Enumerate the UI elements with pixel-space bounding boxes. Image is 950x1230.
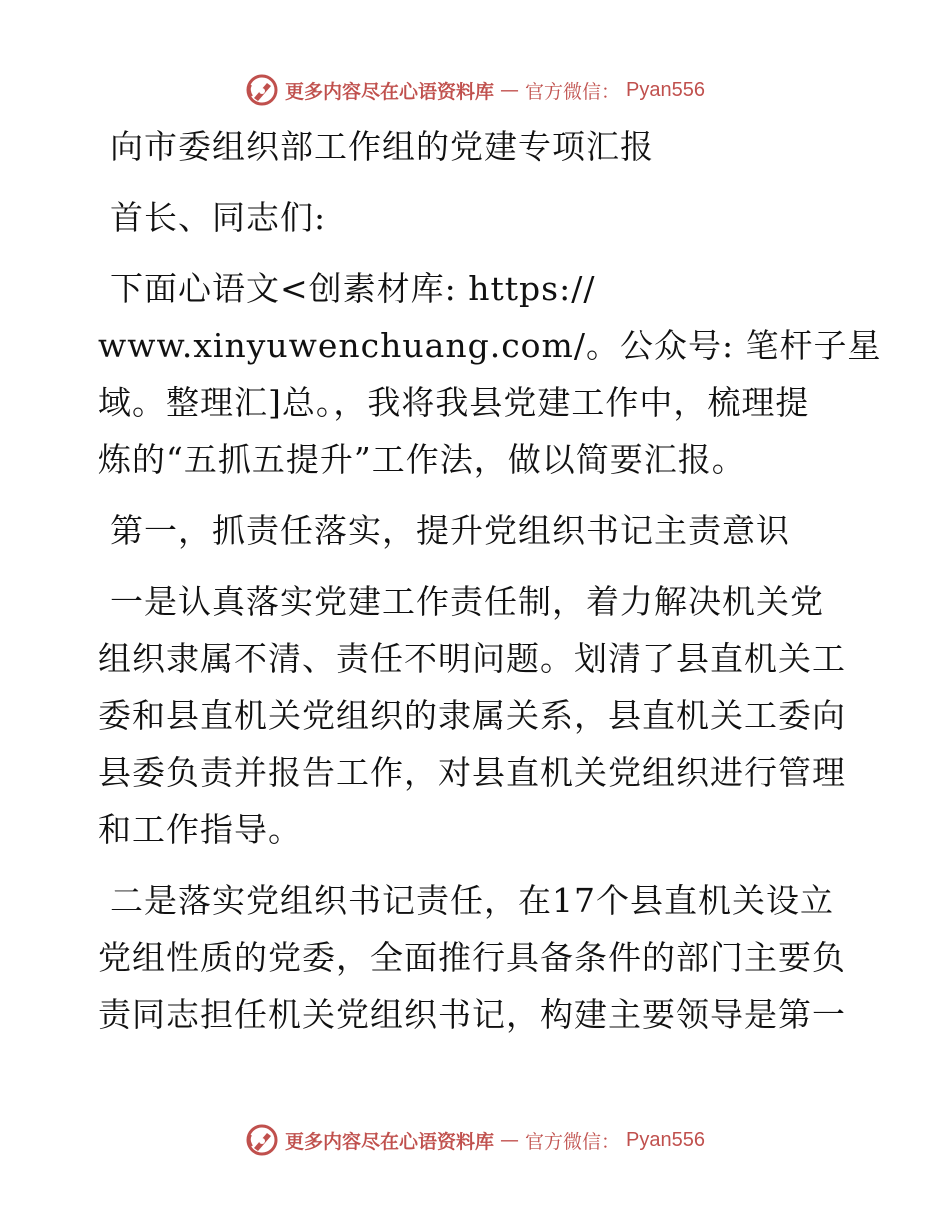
watermark-dash: —: [500, 1129, 520, 1151]
paragraph-line: 组织隶属不清、责任不明问题。划清了县直机关工: [98, 639, 846, 678]
watermark-text: 更多内容尽在心语资料库: [285, 1130, 495, 1153]
paragraph-line: 县委负责并报告工作，对县直机关党组织进行管理: [98, 753, 846, 792]
pen-logo-icon: [245, 73, 279, 107]
pen-logo-icon: [245, 1123, 279, 1157]
watermark-account: Pyan556: [626, 1128, 705, 1151]
paragraph-line: 二是落实党组织书记责任，在17个县直机关设立: [110, 881, 834, 920]
watermark-suffix: 官方微信：: [525, 1130, 621, 1153]
watermark-suffix: 官方微信：: [525, 80, 621, 103]
salutation: 首长、同志们:: [110, 198, 327, 237]
watermark-dash: —: [500, 79, 520, 101]
document-body: [98, 118, 882, 1043]
document-title: 向市委组织部工作组的党建专项汇报: [110, 127, 654, 166]
paragraph-line: 一是认真落实党建工作责任制，着力解决机关党: [110, 582, 824, 621]
paragraph-line: 委和县直机关党组织的隶属关系，县直机关工委向: [98, 696, 846, 735]
watermark-account: Pyan556: [626, 78, 705, 101]
paragraph-line: 炼的“五抓五提升”工作法，做以简要汇报。: [98, 440, 746, 479]
paragraph-line: www.xinyuwenchuang.com/。公众号: 笔杆子星: [98, 326, 882, 365]
paragraph-line: 下面心语文<创素材库: https://: [110, 269, 596, 308]
paragraph-line: 和工作指导。: [98, 810, 302, 849]
paragraph-line: 党组性质的党委，全面推行具备条件的部门主要负: [98, 938, 846, 977]
watermark-banner-bottom: [0, 1120, 950, 1160]
watermark-text: 更多内容尽在心语资料库: [285, 80, 495, 103]
watermark-banner-top: [0, 70, 950, 110]
paragraph-line: 域。整理汇]总。，我将我县党建工作中，梳理提: [98, 383, 810, 422]
section-heading: 第一，抓责任落实，提升党组织书记主责意识: [110, 511, 790, 550]
paragraph-line: 责同志担任机关党组织书记，构建主要领导是第一: [98, 995, 846, 1034]
